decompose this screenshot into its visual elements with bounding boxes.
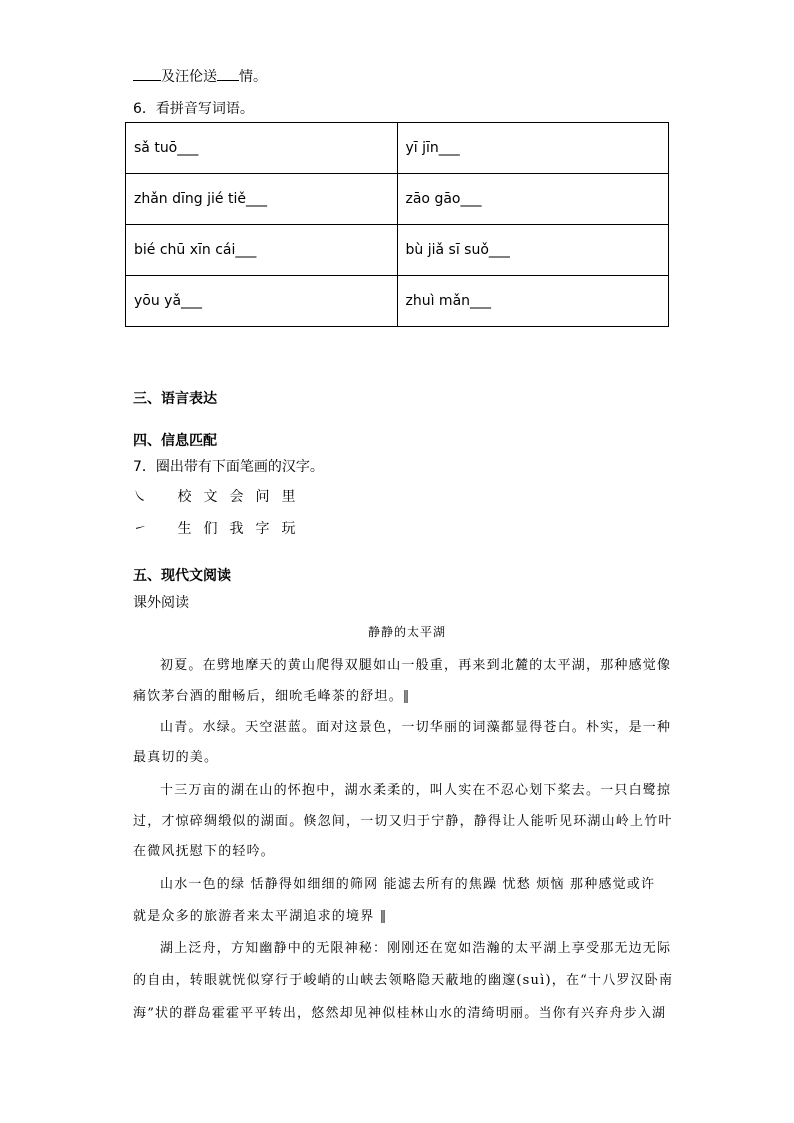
table-row <box>126 225 669 276</box>
pinyin-cell[interactable]: bù jiǎ sī suǒ___ <box>397 225 669 276</box>
char-option[interactable]: 生 <box>177 521 192 537</box>
section-5-heading: 五、现代文阅读 <box>133 568 231 584</box>
essay-line: 湖上泛舟，方知幽静中的无限神秘：刚刚还在宽如浩瀚的太平湖上享受那无边无际 <box>160 941 672 956</box>
essay-line: 初夏。在劈地摩天的黄山爬得双腿如山一般重，再来到北麓的太平湖，那种感觉像 <box>160 658 672 673</box>
pinyin-cell[interactable]: sǎ tuō___ <box>126 123 398 174</box>
question-6-title: 6．看拼音写词语。 <box>133 101 254 117</box>
essay-line: 最真切的美。 <box>133 750 219 765</box>
essay-line: 山青。水绿。天空湛蓝。面对这景色，一切华丽的词藻都显得苍白。朴实，是一种 <box>160 720 672 735</box>
section-4-heading: 四、信息匹配 <box>133 433 217 449</box>
stroke-glyph: ㇏ <box>133 489 147 505</box>
essay-line: 的自由，转眼就恍似穿行于峻峭的山峡去领略隐天蔽地的幽邃(suì)，在“十八罗汉卧南 <box>133 973 674 988</box>
top-line-middle: 及汪伦送 <box>161 69 217 85</box>
section-5-subtitle: 课外阅读 <box>133 595 189 611</box>
pinyin-table <box>125 122 669 327</box>
char-option[interactable]: 会 <box>229 489 244 505</box>
essay-line: 痛饮茅台酒的酣畅后，细吮毛峰茶的舒坦。‖ <box>133 689 411 704</box>
question-7-title: 7．圈出带有下面笔画的汉字。 <box>133 459 324 475</box>
stroke-row-2 <box>133 518 307 538</box>
char-list <box>177 521 307 537</box>
section-3-heading: 三、语言表达 <box>133 391 217 407</box>
char-list <box>177 489 307 505</box>
stroke-glyph: ㇀ <box>133 521 147 537</box>
pinyin-cell[interactable]: zhǎn dīng jié tiě___ <box>126 174 398 225</box>
table-row <box>126 123 669 174</box>
char-option[interactable]: 里 <box>281 489 296 505</box>
char-option[interactable]: 玩 <box>281 521 296 537</box>
char-option[interactable]: 我 <box>229 521 244 537</box>
char-option[interactable]: 字 <box>255 521 270 537</box>
pinyin-cell[interactable]: zāo gāo___ <box>397 174 669 225</box>
pinyin-cell[interactable]: zhuì mǎn___ <box>397 276 669 327</box>
top-line <box>133 66 267 86</box>
essay-line: 海”状的群岛霍霍平平转出，悠然却见神似桂林山水的清绮明丽。当你有兴弃舟步入湖 <box>133 1006 667 1021</box>
char-option[interactable]: 问 <box>255 489 270 505</box>
essay-title: 静静的太平湖 <box>368 625 447 639</box>
pinyin-cell[interactable]: bié chū xīn cái___ <box>126 225 398 276</box>
essay-line: 山水一色的绿 恬静得如细细的筛网 能滤去所有的焦躁 忧愁 烦恼 那种感觉或许 <box>160 877 656 892</box>
table-row <box>126 174 669 225</box>
char-option[interactable]: 文 <box>203 489 218 505</box>
essay-line: 十三万亩的湖在山的怀抱中，湖水柔柔的，叫人实在不忍心划下桨去。一只白鹭掠 <box>160 783 672 798</box>
top-line-end: 情。 <box>239 69 267 85</box>
stroke-row-1 <box>133 486 307 506</box>
char-option[interactable]: 们 <box>203 521 218 537</box>
essay-line: 过，才惊碎绸缎似的湖面。倏忽间，一切又归于宁静，静得让人能听见环湖山岭上竹叶 <box>133 814 673 829</box>
answer-blank[interactable] <box>133 66 161 81</box>
answer-blank[interactable] <box>217 66 239 81</box>
pinyin-cell[interactable]: yī jīn___ <box>397 123 669 174</box>
pinyin-cell[interactable]: yōu yǎ___ <box>126 276 398 327</box>
essay-line: 在微风抚慰下的轻吟。 <box>133 844 276 859</box>
table-row <box>126 276 669 327</box>
essay-line: 就是众多的旅游者来太平湖追求的境界 ‖ <box>133 909 388 924</box>
char-option[interactable]: 校 <box>177 489 192 505</box>
